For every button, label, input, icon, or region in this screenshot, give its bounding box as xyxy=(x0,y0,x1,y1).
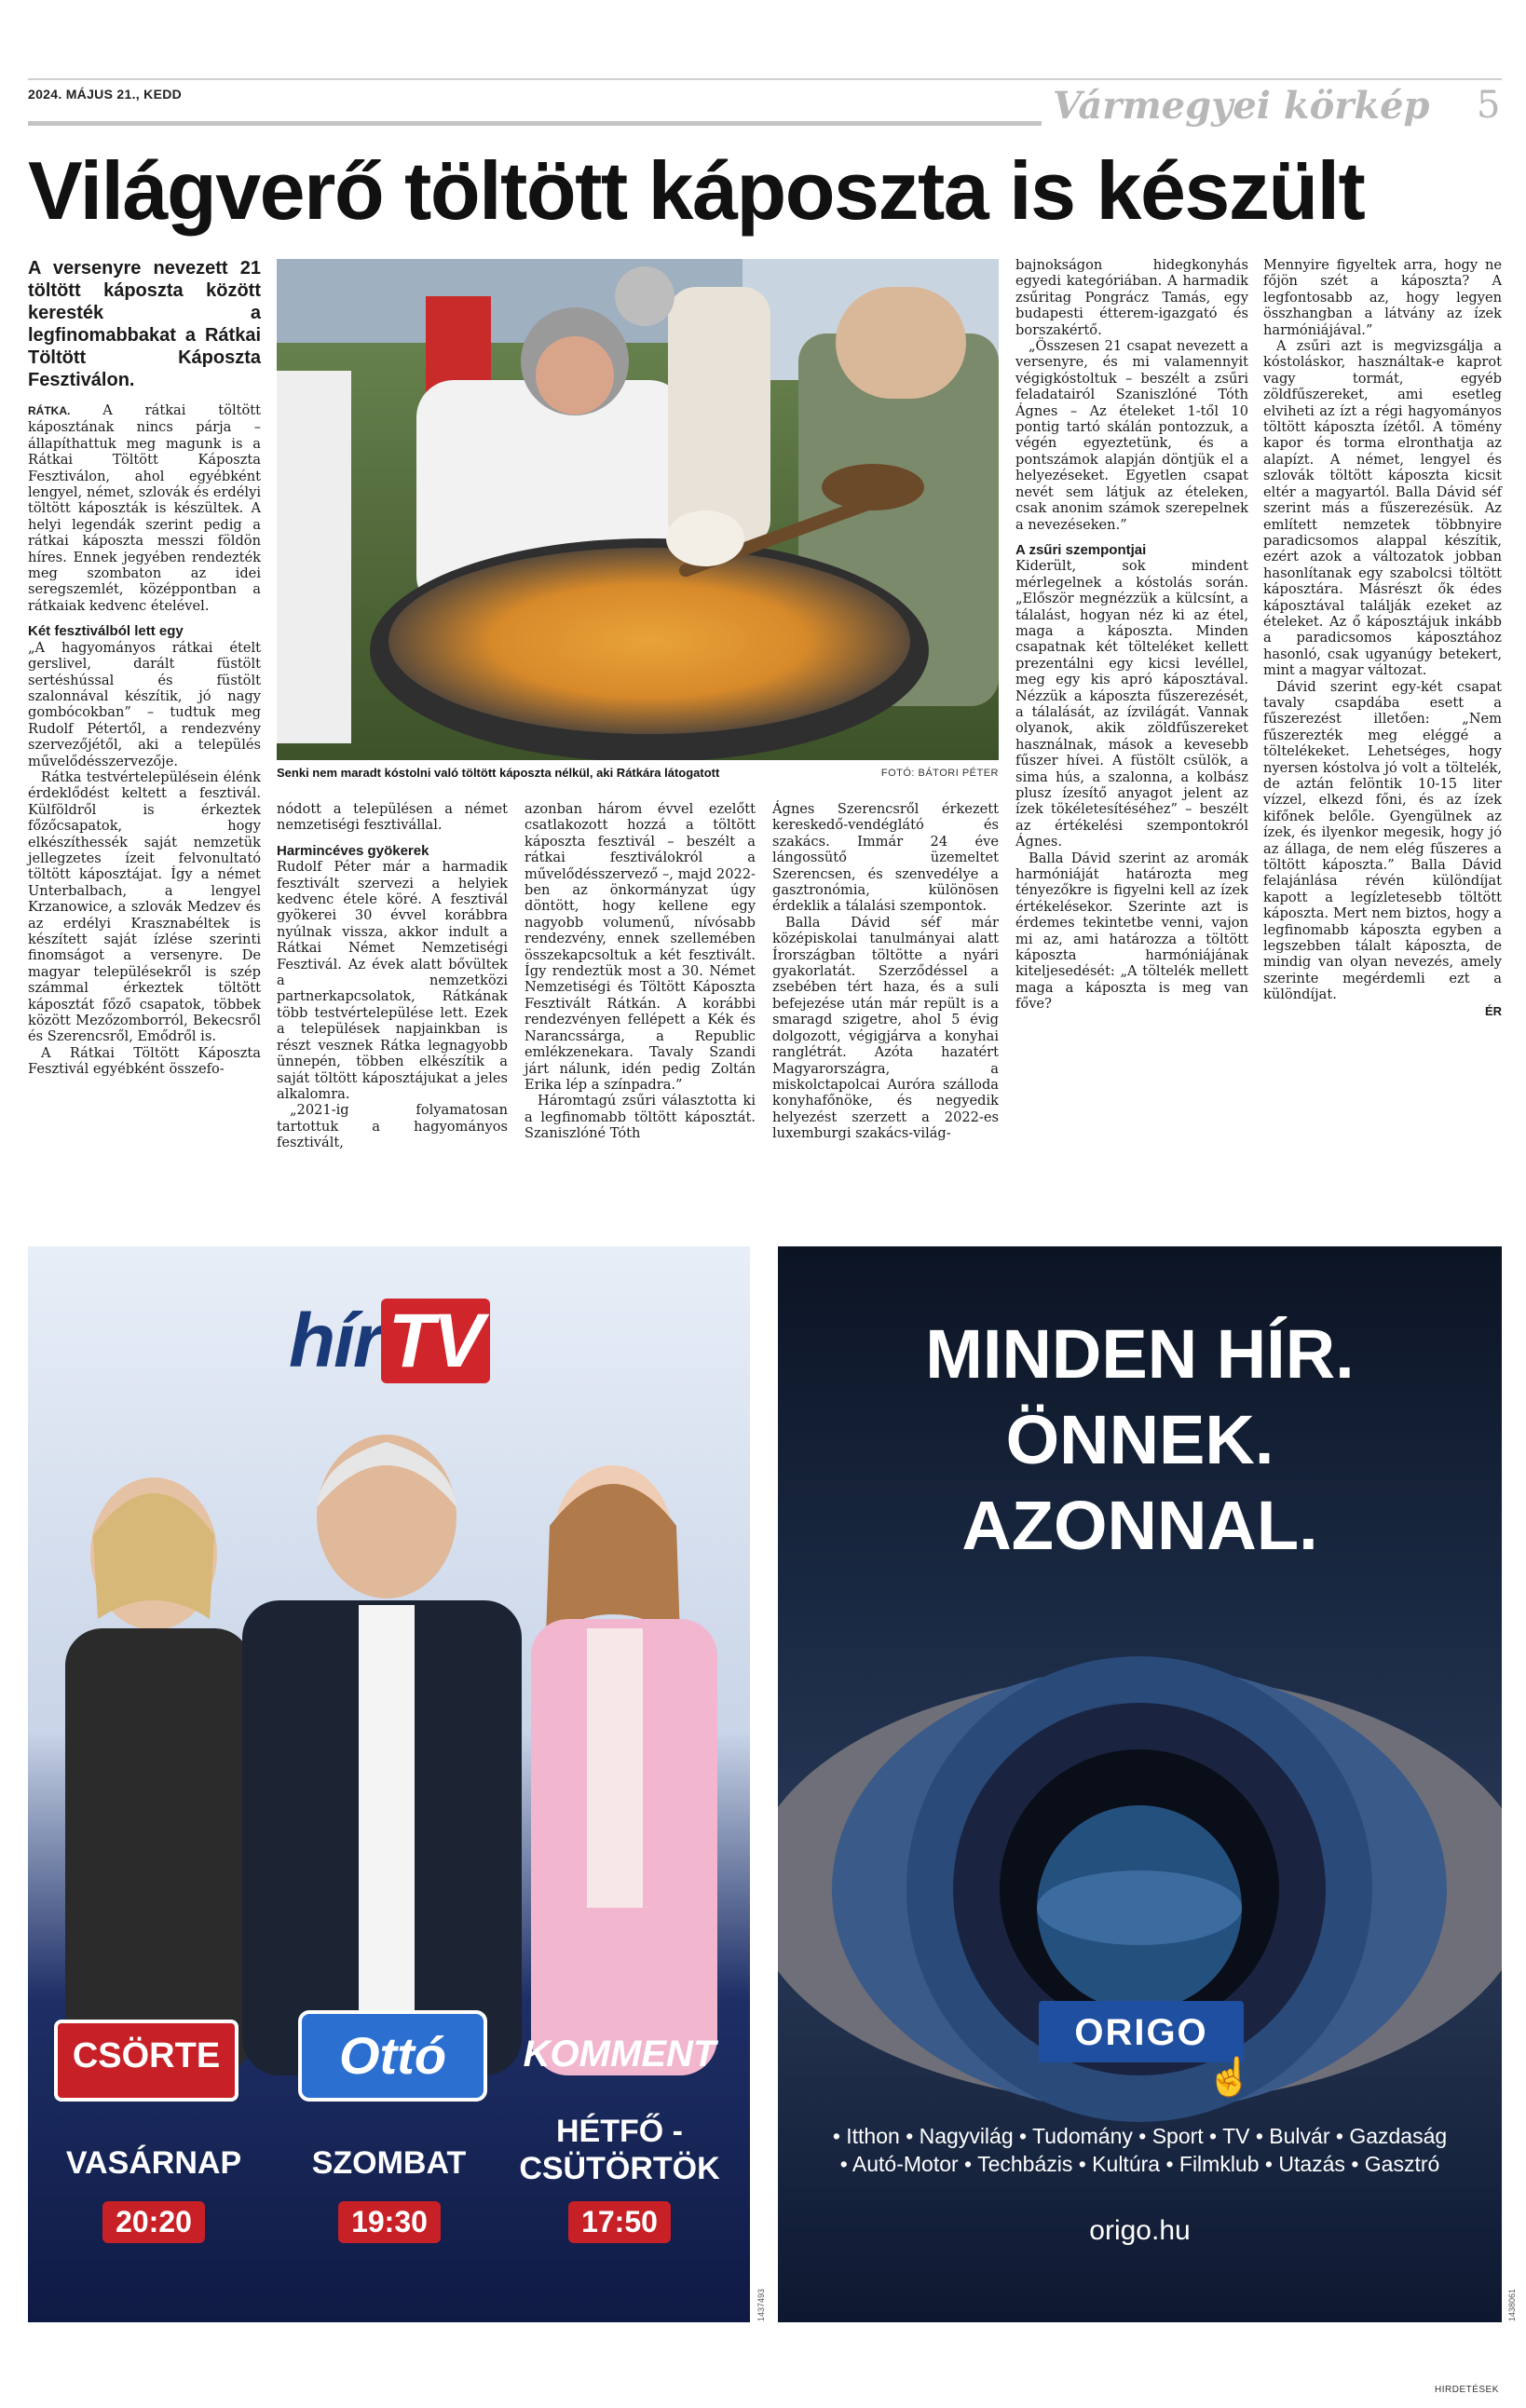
eye-illustration xyxy=(778,1582,1502,2197)
origo-brand-button[interactable]: ORIGO xyxy=(1039,2001,1244,2062)
article-lead: A versenyre nevezett 21 töltött káposzta között keresték a legfinomabbakat a Rátkai Töltött Káposzta Fesztiválon. xyxy=(28,258,261,390)
photo-caption: Senki nem maradt kóstolni való töltött káposzta nélkül, aki Rátkára látogatott xyxy=(277,766,720,780)
paragraph: Rátka testvértelepülésein élénk érdeklődést keltett a fesztivál. Külföldről is érkeztek főzőcsapatok, hogy elkészíthessék saját nemzetük jellegzetes ízeit felvonultató töltött káposztájat. Így a német Unterbalbach, a lengyel Krzanowice, a szlovák Medzev és az erdélyi Krasznabéltek is készített saját ízlése szerinti finomságot a versenyre. De magyar településekről is szép számmal érkeztek töltött káposztát főző csapatok, többek között Mezőzomborról, Bekecsről és Szerencsről, Emődről is. xyxy=(28,769,261,1045)
ad-code: 1437493 xyxy=(756,2288,766,2321)
paragraph: Ágnes Szerencsről érkezett kereskedő-vendéglátó és szakács. Immár 24 éve lángossütő üzemeltet Szerencsen, és szenvedélye a gasztronómia, különösen érdeklik a tálalási szempontok. xyxy=(772,801,999,915)
ad-code: 1438061 xyxy=(1507,2288,1517,2321)
subheading: Harmincéves gyökerek xyxy=(277,842,429,859)
origo-url: origo.hu xyxy=(1089,2215,1191,2246)
paragraph: RÁTKA. A rátkai töltött káposztának nincs párja – állapíthattuk meg magunk is a Rátkai Töltött Káposzta Fesztiválon, ahol egyébként lengyel, német, szlovák és erdélyi töltött káposzták is készültek. A helyi legendák szerint pedig a rátkai káposzta messzi földön híres. Ennek jegyében rendezték meg szombaton az idei seregszemlét, középpontban a rátkaiak kedvenc ételével. xyxy=(28,402,261,614)
paragraph: „Összesen 21 csapat nevezett a versenyre, és mi valamennyit végigkóstoltuk – beszélt a zsűri feladatairól Szaniszlóné Tóth Ágnes – Az ételeket 1-től 10 pontig tartó skálán pontozzuk, a végén egyeztetünk, és a pontszámok alapján döntjük el a helyezéseket. Egyetlen csapat nevét sem látjuk az ételeken, csak anonim számok szerepelnek a nevezéseken.” xyxy=(1015,338,1248,533)
show-day: SZOMBAT xyxy=(311,2145,467,2181)
paragraph: A Rátkai Töltött Káposzta Fesztivál egyébként összefo- xyxy=(28,1044,261,1078)
article-photo xyxy=(277,259,999,760)
show-day: VASÁRNAP xyxy=(65,2145,242,2181)
hirtv-logo: hírTV xyxy=(289,1298,490,1385)
article-column-1 xyxy=(28,257,261,1078)
photo-credit: FOTÓ: BÁTORI PÉTER xyxy=(880,768,999,779)
paragraph: bajnokságon hidegkonyhás egyedi kategóriában. A harmadik zsűritag Pongrácz Tamás, egy budapesti étterem-igazgató és borszakértő. xyxy=(1015,257,1248,338)
subheading: Két fesztiválból lett egy xyxy=(28,623,184,640)
paragraph: azonban három évvel ezelőtt csatlakozott hozzá a töltött káposzta fesztivál – beszélt a rátkai fesztiválokról a művelődésszervező –, majd 2022-ben az önkormányzat úgy döntött, hogy kellene egy nagyobb volumenű, nívósabb rendezvény, ennek szellemében összekapcsoltuk a két fesztivált. Így rendeztük most a 30. Német Nemzetiségi és Töltött Káposzta Fesztivált Rátkán. A korábbi rendezvényen fellépett a Kék és Narancssárga, a Republic emlékzenekara. Tavaly Szandi járt nálunk, idén pedig Zoltán Erika lép a színpadra.” xyxy=(525,801,756,1093)
paragraph: Háromtagú zsűri választotta ki a legfinomabb töltött káposztát. Szaniszlóné Tóth xyxy=(525,1093,756,1142)
header-bar xyxy=(28,121,1042,126)
issue-date: 2024. MÁJUS 21., KEDD xyxy=(28,87,183,102)
paragraph: Dávid szerint egy-két csapat tavaly csapdába esett a fűszerezést illetően: „Nem fűszerezték meg eléggé a töltelékeket. Lehetséges, hogy nyersen kóstolva jó volt a töltelék, de aztán felöntik 10-15 liter vízzel, elkezd főni, és az ízek kifőnek belőle. Gyengülnek az ízek, és ilyenkor megesik, hogy jó az állaga, de nem elég fűszeres a töltött káposzta.” Balla Dávid felajánlása révén különdíjat kapott a legízletesebb töltött káposzta. Mert nem biztos, hogy a legfinomabb káposzta egyben a legszebben tálalt káposzta, de mindig van olyan nevezés, amely szerinte megérdemli ezt a különdíjat. xyxy=(1263,678,1502,1003)
article-title: Világverő töltött káposzta is készült xyxy=(28,144,1365,237)
otto-logo: Ottó xyxy=(298,2010,487,2102)
subheading: A zsűri szempontjai xyxy=(1015,541,1147,558)
paragraph: Balla Dávid séf már középiskolai tanulmányai alatt Írországban töltötte a nyári gyakorlatát. Szerződéssel a zsebében tért haza, és a suli befejezése után már repült is a smaragd szigetre, ahol 5 évig dolgozott, végigjárva a konyhai ranglétrát. Azóta hazatért Magyarországra, a miskolctapolcai Auróra szálloda konyhafőnöke, és negyedik helyezést szerzett a 2022-es luxemburgi szakács-világ- xyxy=(772,914,999,1142)
presenters-illustration xyxy=(28,1405,750,2075)
show-day: HÉTFŐ - CSÜTÖRTÖK xyxy=(519,2114,720,2186)
paragraph: Rudolf Péter már a harmadik fesztivált szervezi a helyiek kedvenc étele köré. A fesztivál gyökerei 30 évvel korábbra nyúlnak vissza, akkor indult a Rátkai Német Nemzetiségi Fesztivál. Az évek alatt bővültek a nemzetközi partnerkapcsolatok, Rátkának több testvértelepülése lett. Ezek a települések napjainkban is részt vesznek Rátka legnagyobb ünnepén, többen elkészítik a saját töltött káposztájukat a jeles alkalomra. xyxy=(277,859,508,1102)
article-column-3 xyxy=(525,801,756,1142)
article-column-5 xyxy=(1015,257,1248,1013)
hirtv-advertisement[interactable] xyxy=(28,1246,750,2322)
paragraph: „A hagyományos rátkai ételt gerslivel, darált füstölt sertéshússal és füstölt szalonnával készítik, jó nagy gombócokban” – tudtuk meg Rudolf Pétertől, a rendezvény szervezőjétől, aki a település művelődésszervezője. xyxy=(28,639,261,769)
paragraph: Mennyire figyeltek arra, hogy ne főjön szét a káposzta? A legfontosabb az, hogy legyen összhangban a látvány az ízek harmóniájával.” xyxy=(1263,257,1502,338)
origo-headline: MINDEN HÍR. ÖNNEK. AZONNAL. xyxy=(925,1315,1355,1564)
paragraph: „2021-ig folyamatosan tartottuk a hagyományos fesztivált, xyxy=(277,1102,508,1151)
author-signature: ÉR xyxy=(1484,1003,1502,1018)
article-column-6 xyxy=(1263,257,1502,1019)
paragraph: Kiderült, sok mindent mérlegelnek a kóstolás során. „Először megnézzük a külcsínt, a tálalást, hogyan néz ki az étel, maga a káposzta. Minden csapatnak két tölteléket kellett prezentálni egy kicsi levéllel, meg egy kis apró káposztával. Nézzük a káposzta fűszerezését, a tálalását, az ízvilágát. Vannak olyanok, akik zöldfűszereket használnak, mások a kevesebb fűszer hívei. A füstölt csülök, a sima hús, a szalonna, a kolbász plusz ízesítő anyagot jelent az ízek tökéletesítéséhez” – beszélt az értékelési szempontokról Ágnes. xyxy=(1015,558,1248,850)
section-title: Vármegyei körkép xyxy=(1053,84,1430,128)
article-column-2 xyxy=(277,801,508,1151)
page-number: 5 xyxy=(1477,84,1501,127)
show-time: 20:20 xyxy=(102,2201,205,2243)
paragraph: Balla Dávid szerint az aromák harmóniáját határozta meg tényezőkre is figyelni kell az ízek értékelésekor. Szerinte azt is érdemes tekintetbe venni, vajon mi az, ami határozza a töltött káposzta harmóniájának kiteljesedését: „A töltelék mellett maga a káposzta is meg van főve? xyxy=(1015,850,1248,1013)
komment-logo: KOMMENT xyxy=(523,2034,716,2075)
show-time: 19:30 xyxy=(338,2201,441,2243)
origo-advertisement[interactable] xyxy=(778,1246,1502,2322)
origo-categories-line-2: • Autó-Motor • Techbázis • Kultúra • Filmklub • Utazás • Gasztró xyxy=(839,2152,1440,2176)
paragraph: nódott a településen a német nemzetiségi fesztivállal. xyxy=(277,801,508,834)
header-top-rule xyxy=(28,78,1502,80)
pointer-hand-icon: ☝ xyxy=(1206,2057,1253,2098)
dateline: RÁTKA. xyxy=(28,404,71,417)
paragraph: A zsűri azt is megvizsgálja a kóstoláskor, használtak-e kaprot vagy tormát, egyéb zöldfűszereket, ami esetleg elviheti az ízt a régi hagyományos töltött káposzta ízétől. A tömény kapor és torma elronthatja az alapízt. A német, lengyel és szlovák töltött káposzta kicsit eltér a magyartól. Balla Dávid séf szerint más a fűszerezésük. Az említett nemzetek többnyire paradicsomos alappal készítik, ezért azok a változatok jobban hasonlítanak egy szabolcsi töltött káposztára. Másrészt ők édes káposztával találják ezeket az ételeket. Az ő káposztájuk inkább a paradicsomos káposztához hasonló, csak ugyanúgy betekert, mint a magyar változat. xyxy=(1263,338,1502,679)
article-column-4 xyxy=(772,801,999,1142)
origo-categories-line-1: • Itthon • Nagyvilág • Tudomány • Sport • TV • Bulvár • Gazdaság xyxy=(832,2124,1448,2148)
csorte-logo: CSÖRTE xyxy=(54,2020,238,2102)
footer-label: HIRDETÉSEK xyxy=(1435,2385,1499,2395)
photo-illustration xyxy=(277,259,999,760)
show-time: 17:50 xyxy=(568,2201,671,2243)
